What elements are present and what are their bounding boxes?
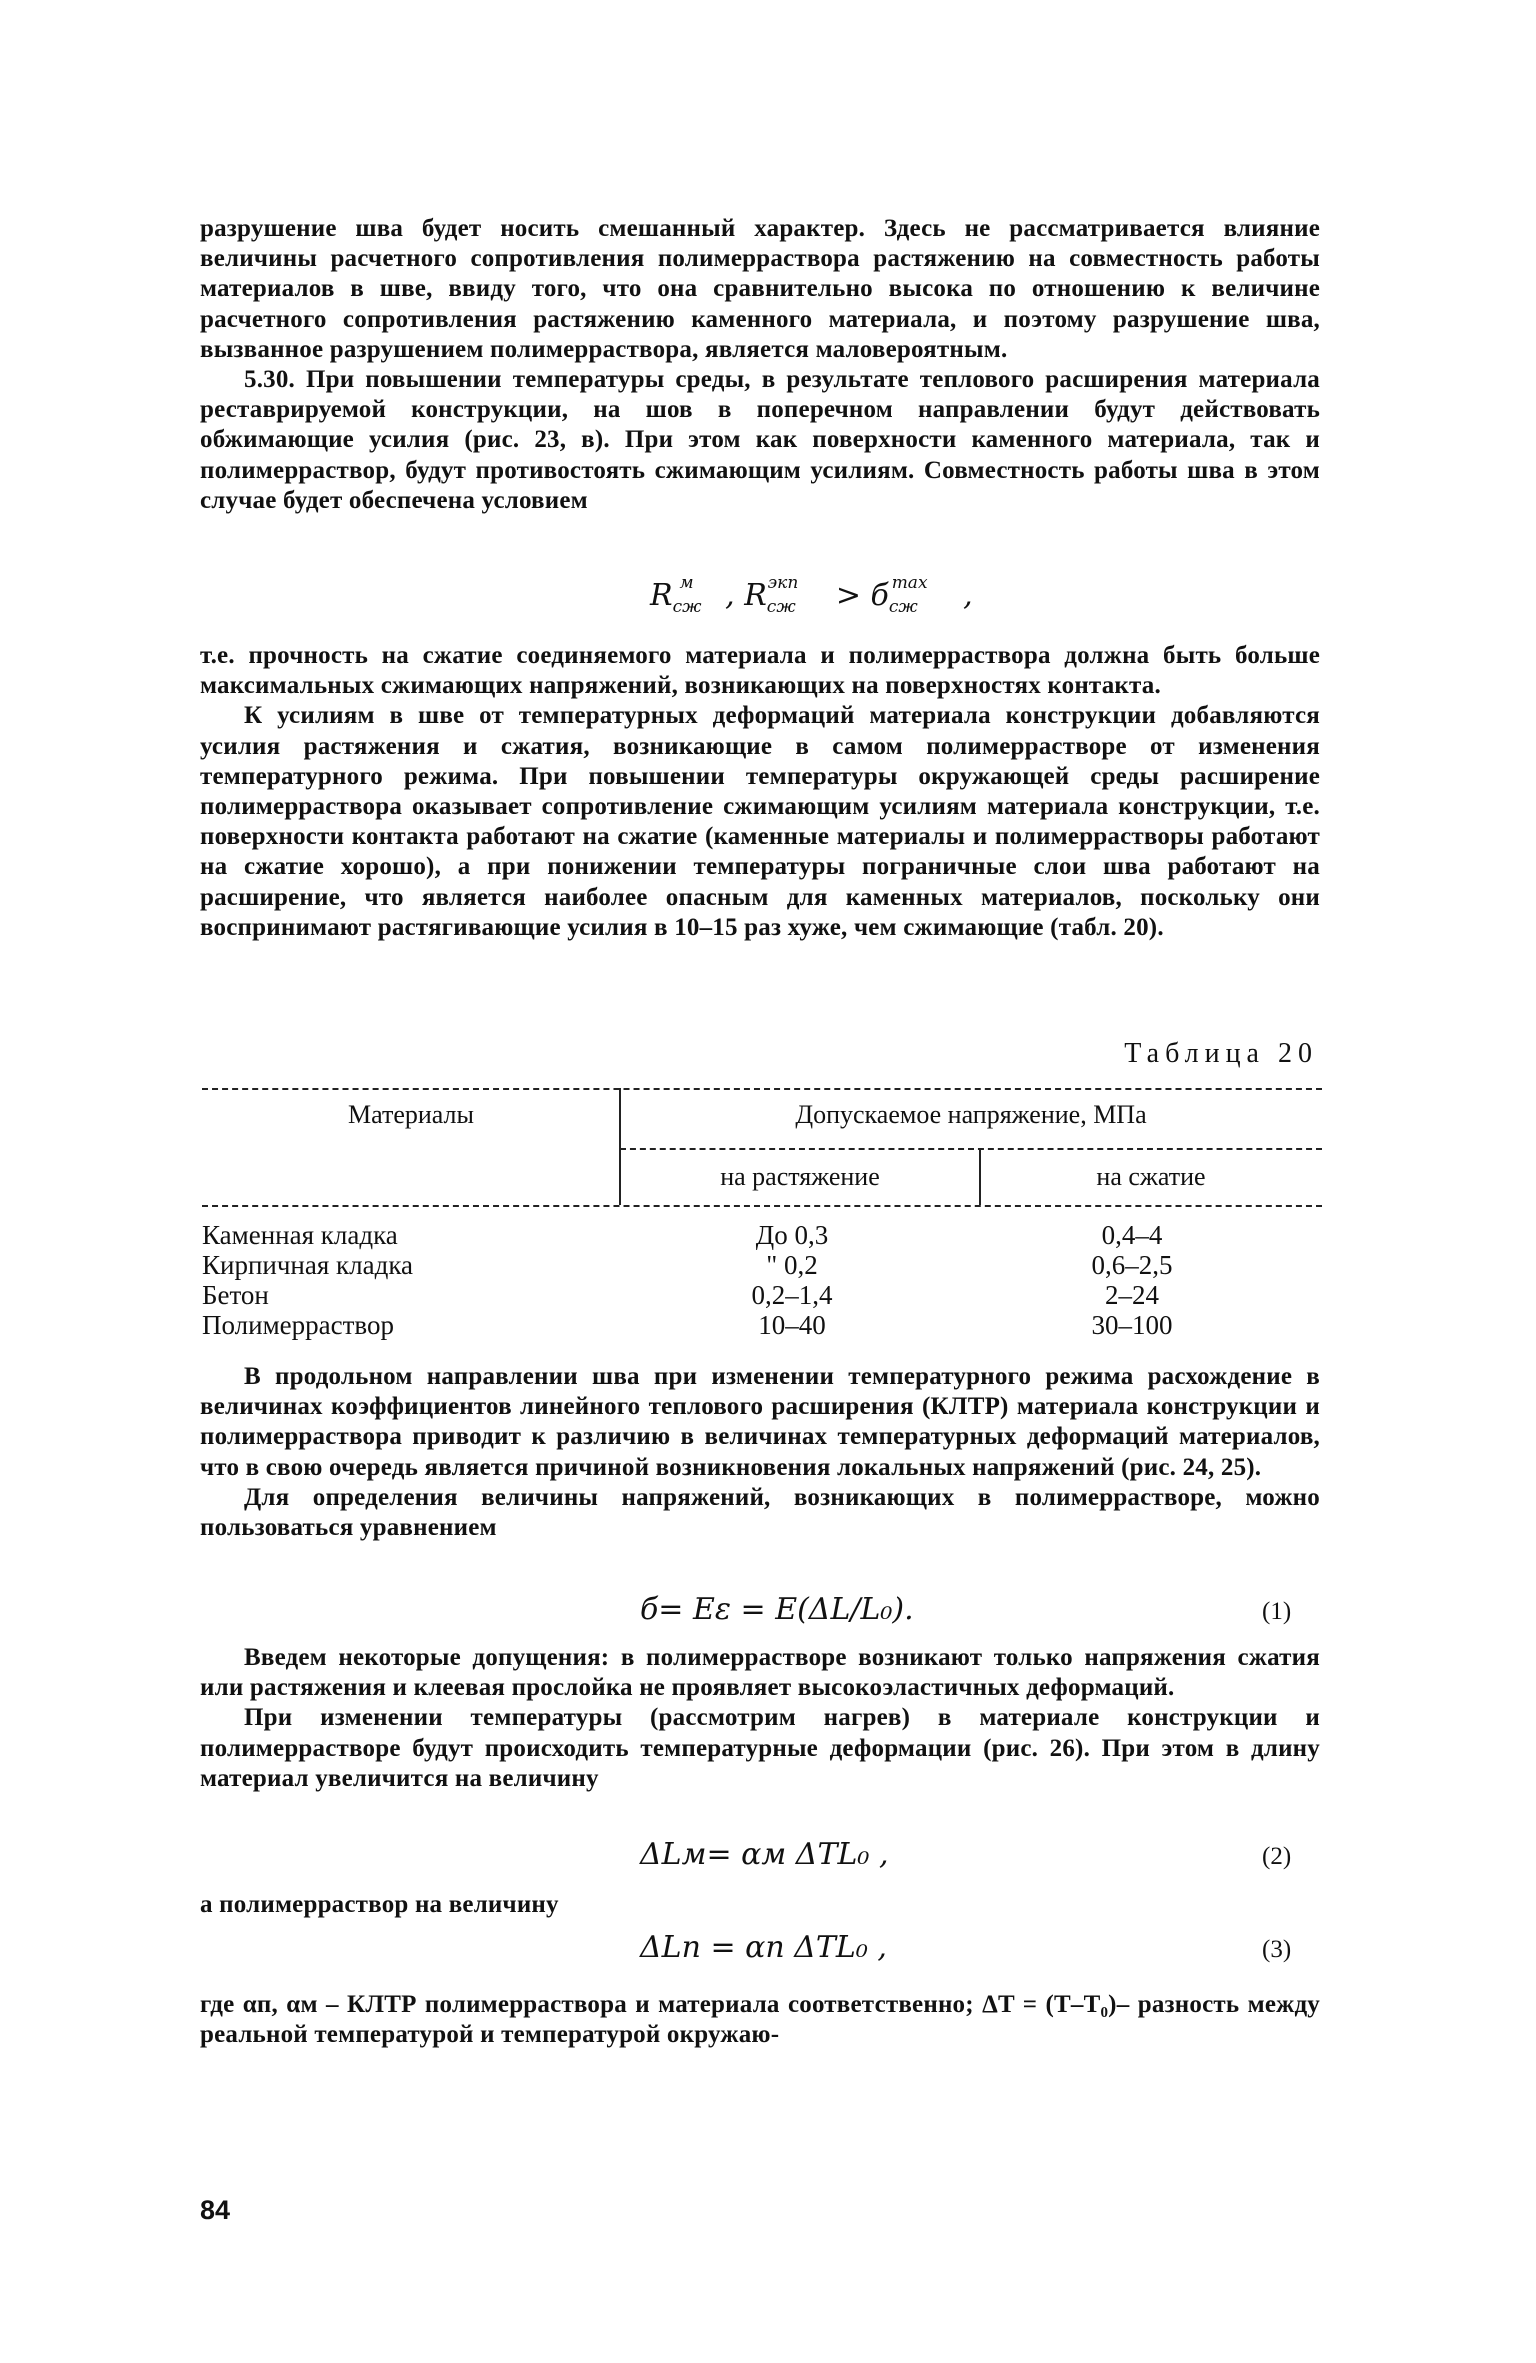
paragraph: В продольном направлении шва при изменении температурного режима расхождение в величинах коэффициентов линейного теплового расширения (КЛТР) материала конструкции и полимерраствора приводит к различию в величинах температурных деформаций материалов, что в свою очередь является причиной возникновения локальных напряжений (рис. 24, 25).	[200, 1363, 1320, 1481]
cell-material: Бетон	[202, 1280, 269, 1310]
table-header-allowed-stress: Допускаемое напряжение, МПа	[795, 1100, 1147, 1129]
paragraph: разрушение шва будет носить смешанный характер. Здесь не рассматривается влияние величины расчетного сопротивления полимерраствора растяжению на совместность работы материалов в шве, ввиду того, что она сравнительно высока по отношению к величине расчетного сопротивления растяжению каменного материала, и поэтому разрушение шва, вызванное разрушением полимерраствора, является маловероятным.	[200, 215, 1320, 363]
text-block-after-table	[200, 1362, 1320, 1543]
paragraph: где αп, αм – КЛТР полимерраствора и материала соответственно; ΔT = (T–T₀)– разность между реальной температурой и температурой окружаю-	[200, 1991, 1320, 2049]
cell-compression: 2–24	[1105, 1280, 1159, 1310]
paragraph: т.е. прочность на сжатие соединяемого материала и полимерраствора должна быть больше максимальных сжимающих напряжений, возникающих на поверхностях контакта.	[200, 642, 1320, 700]
paragraph: При изменении температуры (рассмотрим нагрев) в материале конструкции и полимеррастворе будут происходить температурные деформации (рис. 26). При этом в длину материал увеличится на величину	[200, 1704, 1320, 1792]
equation-2: ΔLм= αм ΔTL₀ ,	[640, 1837, 889, 1872]
table-header-bottom-rule	[202, 1205, 1322, 1207]
cell-material: Полимерраствор	[202, 1310, 394, 1340]
page-number: 84	[200, 2195, 231, 2225]
equation-1: б= Eε = E(ΔL/L₀).	[640, 1592, 914, 1627]
table-header-mid-rule	[620, 1148, 1322, 1150]
table-header-tension: на растяжение	[720, 1162, 880, 1191]
paragraph: Введем некоторые допущения: в полимеррастворе возникают только напряжения сжатия или растяжения и клеевая прослойка не проявляет высокоэластичных деформаций.	[200, 1644, 1320, 1702]
cell-compression: 0,4–4	[1101, 1220, 1163, 1250]
equation-1-number: (1)	[1262, 1598, 1292, 1625]
cell-compression: 30–100	[1091, 1310, 1173, 1340]
table-row	[202, 1310, 1322, 1340]
cell-tension: До 0,3	[755, 1220, 829, 1250]
equation-3-number: (3)	[1262, 1936, 1292, 1963]
table-header-materials: Материалы	[347, 1100, 474, 1129]
table-title: Таблица 20	[1124, 1038, 1318, 1069]
table-header-compression: на сжатие	[1096, 1162, 1206, 1191]
text-block-assumptions	[200, 1643, 1320, 1794]
table-row	[202, 1280, 1322, 1310]
table-row	[202, 1250, 1322, 1280]
text-block-mid	[200, 641, 1320, 943]
equation-2-number: (2)	[1262, 1843, 1292, 1870]
paragraph: а полимерраствор на величину	[200, 1891, 559, 1918]
text-line	[200, 1890, 1320, 1920]
table-row	[202, 1220, 1322, 1250]
equation-3: ΔLп = αп ΔTL₀ ,	[640, 1930, 887, 1965]
paragraph: 5.30. При повышении температуры среды, в результате теплового расширения материала реставрируемой конструкции, на шов в поперечном направлении будут действовать обжимающие усилия (рис. 23, в). При этом как поверхности каменного материала, так и полимерраствор, будут противостоять сжимающим усилиям. Совместность работы шва в этом случае будет обеспечена условием	[200, 366, 1320, 514]
text-block-final	[200, 1990, 1320, 2050]
condition-formula: $R_{сж}^м$ , $R_{сж}^{экп} > б_{сж}^{max}$ ,	[650, 573, 973, 617]
cell-tension: 0,2–1,4	[751, 1280, 833, 1310]
cell-tension: " 0,2	[766, 1250, 818, 1280]
cell-tension: 10–40	[758, 1310, 826, 1340]
cell-compression: 0,6–2,5	[1091, 1250, 1173, 1280]
text-block-top	[200, 214, 1320, 516]
paragraph: К усилиям в шве от температурных деформаций материала конструкции добавляются усилия растяжения и сжатия, возникающие в самом полимеррастворе от изменения температурного режима. При повышении температуры окружающей среды расширение полимерраствора оказывает сопротивление сжимающим усилиям материала конструкции, т.е. поверхности контакта работают на сжатие (каменные материалы и полимеррастворы работают на сжатие хорошо), а при понижении температуры пограничные слои шва работают на расширение, что является наиболее опасным для каменных материалов, поскольку они воспринимают растягивающие усилия в 10–15 раз хуже, чем сжимающие (табл. 20).	[200, 702, 1320, 941]
table-top-rule	[202, 1088, 1322, 1090]
cell-material: Каменная кладка	[202, 1220, 398, 1250]
cell-material: Кирпичная кладка	[202, 1250, 414, 1280]
paragraph: Для определения величины напряжений, возникающих в полимеррастворе, можно пользоваться уравнением	[200, 1483, 1320, 1542]
